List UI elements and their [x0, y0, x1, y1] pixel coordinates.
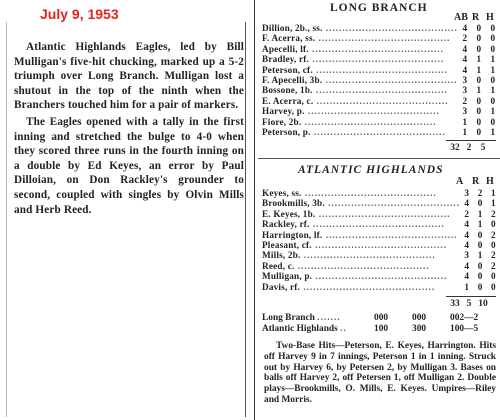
player-name: F. Acerra, ss. ........................................ — [262, 33, 451, 44]
line-score-row: Atlantic Highlands .. 100 300 100—5 — [262, 324, 479, 334]
player-ab: 4 — [462, 64, 468, 75]
player-h: 2 — [491, 250, 496, 261]
player-ab: 3 — [462, 106, 468, 117]
atlantic-player-row — [262, 261, 500, 271]
long-branch-header-ab: AB — [454, 12, 468, 23]
long-branch-player-row — [262, 117, 500, 127]
player-r: 0 — [477, 281, 483, 292]
player-r: 1 — [477, 219, 483, 230]
player-name: Keyes, ss. ........................................ — [262, 188, 437, 198]
atlantic-player-row — [262, 209, 500, 219]
player-r: 0 — [476, 127, 482, 138]
player-h: 0 — [490, 43, 496, 54]
player-ab: 2 — [462, 33, 468, 44]
long-branch-player-row — [262, 54, 500, 64]
atlantic-player-row — [262, 230, 500, 240]
player-ab: 1 — [464, 281, 469, 292]
player-name: Dillion, 2b., ss. ........................................ — [262, 23, 458, 33]
player-r: 0 — [477, 240, 483, 251]
player-name: Fiore, 2b. ........................................ — [262, 116, 437, 127]
player-h: 0 — [490, 75, 496, 86]
player-name: Peterson, p. ........................................ — [262, 127, 446, 138]
player-r: 0 — [476, 95, 482, 106]
long-branch-total-rule — [446, 140, 496, 141]
player-ab: 4 — [462, 23, 468, 33]
player-h: 2 — [491, 229, 496, 240]
player-ab: 1 — [462, 116, 468, 127]
line-score-team: Atlantic Highlands .. — [262, 324, 347, 334]
player-ab: 2 — [462, 95, 468, 106]
atlantic-highlands-box-score — [262, 188, 500, 292]
player-r: 0 — [477, 271, 483, 282]
story-paragraph-1: Atlantic Highlands Eagles, led by Bill Mulligan's five-hit chucking, marked up a 5-2 triumph over Long Branch. Mulligan lost a shutout in the top of the ninth when the Branchers touched him for a pair of markers. — [14, 41, 244, 112]
player-r: 1 — [476, 64, 482, 75]
player-ab: 4 — [464, 229, 469, 240]
date-label: July 9, 1953 — [40, 6, 119, 22]
player-r: 1 — [477, 208, 483, 219]
player-ab: 3 — [462, 85, 468, 96]
player-name: Brookmills, 3b. ........................................ — [262, 198, 460, 209]
player-name: Mills, 2b. ........................................ — [262, 250, 436, 261]
atlantic-total-r: 5 — [466, 299, 472, 309]
atlantic-total-ab: 33 — [450, 299, 460, 309]
player-h: 1 — [491, 198, 496, 209]
long-branch-player-row — [262, 106, 500, 116]
player-r: 0 — [476, 43, 482, 54]
player-ab: 2 — [464, 208, 469, 219]
player-r: 1 — [476, 85, 482, 96]
player-h: 1 — [491, 188, 496, 198]
player-ab: 4 — [464, 271, 469, 282]
atlantic-highlands-title: ATLANTIC HIGHLANDS — [298, 164, 444, 176]
line-score — [262, 313, 498, 335]
player-h: 0 — [490, 95, 496, 106]
atlantic-player-row — [262, 271, 500, 281]
player-h: 1 — [490, 127, 496, 138]
long-branch-header-r: R — [472, 12, 480, 23]
atlantic-player-row — [262, 188, 500, 198]
player-h: 0 — [490, 23, 496, 33]
player-name: Mulligan, p. ........................................ — [262, 271, 448, 282]
player-r: 0 — [476, 116, 482, 127]
atlantic-highlands-totals — [448, 299, 490, 309]
long-branch-player-row — [262, 96, 500, 106]
player-r: 1 — [477, 250, 483, 261]
player-name: Peterson, cf. ........................................ — [262, 64, 448, 75]
player-h: 2 — [491, 260, 496, 271]
player-name: E. Acerra, c. ........................................ — [262, 95, 449, 106]
long-branch-box-score — [262, 23, 500, 137]
story-paragraph-2: The Eagles opened with a tally in the first inning and stretched the bulge to 4-0 when they scored three runs in the fourth inning on a double by Ed Keyes, an error by Paul Dilloian, on Don Rackley's grounder to second, coupled with singles by Olvin Mills and Herb Reed. — [14, 115, 244, 216]
player-name: Harrington, lf. ........................................ — [262, 229, 458, 240]
player-ab: 3 — [464, 250, 469, 261]
atlantic-player-row — [262, 250, 500, 260]
player-name: F. Apecelli, 3b. ........................................ — [262, 75, 458, 86]
player-name: Reed, c. ........................................ — [262, 260, 430, 271]
player-r: 0 — [477, 229, 483, 240]
long-branch-title: LONG BRANCH — [330, 2, 428, 14]
atlantic-total-h: 10 — [478, 299, 488, 309]
atlantic-player-row — [262, 219, 500, 229]
player-ab: 4 — [464, 198, 469, 209]
player-name: Bradley, rf. ........................................ — [262, 54, 445, 65]
player-r: 0 — [477, 260, 483, 271]
player-name: Apecelli, lf. ........................................ — [262, 43, 444, 54]
atlantic-total-rule — [446, 296, 496, 297]
player-r: 0 — [477, 198, 483, 209]
player-ab: 4 — [464, 219, 469, 230]
player-h: 1 — [490, 85, 496, 96]
long-branch-player-row — [262, 44, 500, 54]
player-h: 0 — [490, 116, 496, 127]
game-summary-text: Two-Base Hits—Peterson, E. Keyes, Harrington. Hits off Harvey 9 in 7 innings, Peterson 1 in 1 inning. Struck out by Harvey 6, by Petersen 2, by Mulligan 3. Bases on balls off Harvey 2, off Petersen 1, off Mulligan 2. Double plays—Brookmills, O. Mills, E. Keyes. Umpires—Riley and Morris. — [264, 341, 496, 405]
line-score-team: Long Branch ....... — [262, 313, 341, 323]
player-ab: 4 — [464, 240, 469, 251]
player-ab: 4 — [462, 43, 468, 54]
player-name: Rackley, rf. ........................................ — [262, 219, 445, 230]
long-branch-total-r: 2 — [466, 143, 472, 153]
player-h: 0 — [491, 240, 496, 251]
long-branch-player-row — [262, 23, 500, 33]
player-r: 0 — [476, 75, 482, 86]
player-h: 1 — [490, 54, 496, 65]
player-r: 0 — [476, 23, 482, 33]
player-h: 1 — [490, 64, 496, 75]
atlantic-player-row — [262, 198, 500, 208]
long-branch-player-row — [262, 33, 500, 43]
column-divider — [254, 0, 255, 420]
atlantic-player-row — [262, 282, 500, 292]
story-text — [14, 40, 244, 219]
player-h: 0 — [491, 219, 496, 230]
box-score-column — [250, 0, 500, 420]
atlantic-header-ab: A — [456, 176, 464, 187]
player-r: 0 — [476, 106, 482, 117]
long-branch-player-row — [262, 65, 500, 75]
player-ab: 4 — [462, 54, 468, 65]
player-name: E. Keyes, 1b. ........................................ — [262, 208, 451, 219]
player-ab: 3 — [464, 188, 469, 198]
long-branch-player-row — [262, 85, 500, 95]
player-h: 0 — [491, 271, 496, 282]
player-ab: 1 — [462, 127, 468, 138]
player-name: Davis, rf. ........................................ — [262, 281, 436, 292]
atlantic-player-row — [262, 240, 500, 250]
long-branch-header-h: H — [486, 12, 494, 23]
player-name: Pleasant, cf. ........................................ — [262, 240, 447, 251]
player-ab: 3 — [462, 75, 468, 86]
player-h: 0 — [491, 281, 496, 292]
long-branch-total-h: 5 — [480, 143, 486, 153]
player-h: 0 — [490, 33, 496, 44]
line-score-row: Long Branch ....... 000 000 002—2 — [262, 313, 479, 323]
player-h: 2 — [491, 208, 496, 219]
player-ab: 4 — [464, 260, 469, 271]
game-summary — [264, 341, 496, 406]
atlantic-header-r: R — [472, 176, 480, 187]
long-branch-player-row — [262, 75, 500, 85]
section-divider — [258, 158, 500, 159]
player-r: 1 — [476, 54, 482, 65]
player-name: Harvey, p. ........................................ — [262, 106, 440, 117]
player-r: 0 — [476, 33, 482, 44]
long-branch-total-ab: 32 — [450, 143, 460, 153]
atlantic-header-h: H — [486, 176, 494, 187]
player-name: Bossone, 1b. ........................................ — [262, 85, 448, 96]
player-r: 2 — [477, 188, 483, 198]
long-branch-player-row — [262, 127, 500, 137]
player-h: 1 — [490, 106, 496, 117]
long-branch-totals — [448, 143, 490, 153]
